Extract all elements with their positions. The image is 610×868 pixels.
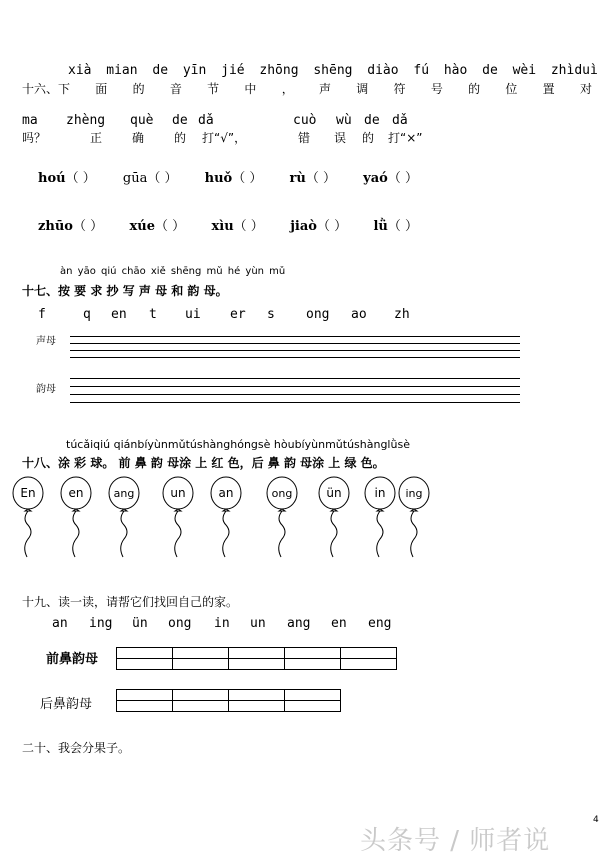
exercise-item <box>290 215 347 234</box>
pinyin: fú <box>413 63 430 78</box>
char: 打“√”， <box>202 131 247 145</box>
front-nasal-grid[interactable] <box>116 647 397 670</box>
exercise-item <box>38 215 103 234</box>
q17-title: 十七、按 要 求 抄 写 声 母 和 韵 母。 <box>22 284 228 298</box>
letter: ui <box>185 307 201 322</box>
pinyin: xìu <box>211 219 234 234</box>
char: 位 <box>505 82 518 96</box>
pinyin: yaó <box>363 171 388 186</box>
answer-blank[interactable]: （ ） <box>154 219 186 234</box>
balloon[interactable] <box>12 476 44 560</box>
balloon-label: an <box>218 486 234 500</box>
balloon-label: ong <box>271 487 293 500</box>
label-back-nasal: 后鼻韵母 <box>40 697 93 712</box>
balloon[interactable] <box>318 476 350 560</box>
balloon-shape <box>266 476 298 556</box>
char: 声 <box>318 82 331 96</box>
pinyin: wèi <box>512 63 537 78</box>
pinyin: dǎ <box>198 113 214 128</box>
pinyin: wù <box>336 113 352 128</box>
pinyin: xià <box>68 63 92 78</box>
balloon-label: En <box>20 486 36 500</box>
answer-blank[interactable]: （ ） <box>305 171 336 186</box>
yunmu-item: ong <box>168 616 192 631</box>
char: 的 <box>174 131 187 145</box>
char: 符 <box>393 82 406 96</box>
answer-blank[interactable]: （ ） <box>232 171 263 186</box>
answer-blank[interactable]: （ ） <box>72 219 104 234</box>
pinyin: diào <box>367 63 399 78</box>
exercise-item <box>123 167 178 186</box>
exercise-item <box>363 167 418 186</box>
char: 对 <box>579 82 592 96</box>
char: 正 <box>90 131 103 145</box>
yunmu-item: an <box>52 616 68 631</box>
exercise-item <box>373 215 418 234</box>
q20-title: 二十、我会分果子。 <box>22 741 131 755</box>
char: 的 <box>132 82 145 96</box>
pinyin: hào <box>443 63 468 78</box>
answer-blank[interactable]: （ ） <box>65 171 96 186</box>
char: 的 <box>362 131 375 145</box>
pinyin: yīn <box>182 63 207 78</box>
balloon-shape <box>210 476 242 556</box>
pinyin: ma <box>22 113 38 128</box>
answer-blank[interactable]: （ ） <box>387 219 418 234</box>
balloon-shape <box>108 476 140 556</box>
yunmu-item: ün <box>132 616 148 631</box>
char: 调 <box>356 82 369 96</box>
pinyin: zhèng <box>66 113 106 128</box>
q16-exercise-row-2 <box>38 215 418 234</box>
q18-pinyin: túcǎiqiú qiánbíyùnmǔtúshànghóngsè hòubíyùnmǔtúshànglǜsè <box>66 438 410 451</box>
pinyin: mian <box>106 63 138 78</box>
exercise-item <box>290 167 336 186</box>
yunmu-writing-lines[interactable] <box>70 378 520 403</box>
q19-items <box>52 616 412 632</box>
char: 面 <box>95 82 108 96</box>
question-number: 十六、下 <box>22 82 71 96</box>
q17-letters <box>38 307 418 323</box>
pinyin: xúe <box>129 219 155 234</box>
char: 误 <box>334 131 347 145</box>
pinyin: zhìduì <box>550 63 598 78</box>
balloon[interactable] <box>60 476 92 560</box>
answer-blank[interactable]: （ ） <box>387 171 418 186</box>
balloon[interactable] <box>162 476 194 560</box>
balloon-label: ün <box>326 486 342 500</box>
yunmu-item: eng <box>368 616 392 631</box>
char: 打“×” <box>388 131 423 145</box>
q16-pinyin-line <box>68 63 598 78</box>
balloon-label: ing <box>405 487 423 500</box>
pinyin: gūa <box>122 171 148 186</box>
yunmu-item: ing <box>89 616 113 631</box>
letter: s <box>267 307 275 322</box>
label-shengmu: 声母 <box>36 336 56 347</box>
balloon-shape <box>398 476 430 556</box>
balloon-shape <box>12 476 44 556</box>
pinyin: de <box>364 113 380 128</box>
pinyin: de <box>172 113 188 128</box>
balloon-label: ang <box>113 487 135 500</box>
balloon[interactable] <box>398 476 430 560</box>
exercise-item <box>205 167 263 186</box>
watermark: 头条号 / 师者说 <box>360 826 551 856</box>
balloon-shape <box>60 476 92 556</box>
label-front-nasal: 前鼻韵母 <box>46 652 99 667</box>
char: 音 <box>169 82 182 96</box>
char: 节 <box>207 82 220 96</box>
exercise-item <box>38 167 96 186</box>
char: 确 <box>132 131 145 145</box>
pinyin: jié <box>221 63 245 78</box>
pinyin: hoú <box>38 171 66 186</box>
yunmu-item: in <box>214 616 230 631</box>
letter: zh <box>394 307 410 322</box>
balloon-label: in <box>374 486 386 500</box>
balloon[interactable] <box>108 476 140 560</box>
yunmu-item: en <box>331 616 347 631</box>
letter: er <box>230 307 246 322</box>
balloon[interactable] <box>266 476 298 560</box>
answer-blank[interactable]: （ ） <box>316 219 348 234</box>
pinyin: dǎ <box>392 113 408 128</box>
letter: q <box>83 307 91 322</box>
answer-blank[interactable]: （ ） <box>147 171 178 186</box>
char: 号 <box>430 82 443 96</box>
char: 中 <box>244 82 257 96</box>
letter: en <box>111 307 127 322</box>
pinyin: de <box>482 63 498 78</box>
balloon[interactable] <box>210 476 242 560</box>
answer-blank[interactable]: （ ） <box>233 219 264 234</box>
pinyin: zhūo <box>38 219 73 234</box>
char: 的 <box>468 82 481 96</box>
yunmu-item: un <box>250 616 266 631</box>
pinyin: jiaò <box>290 219 317 234</box>
char: 置 <box>542 82 555 96</box>
q16-chars-line <box>22 80 592 97</box>
q19-title: 十九、读一读，请帮它们找回自己的家。 <box>22 595 239 609</box>
pinyin: huǒ <box>204 171 233 186</box>
char: 吗？ <box>22 131 47 145</box>
balloon-shape <box>162 476 194 556</box>
q17-pinyin: àn yāo qiú chāo xiě shēng mǔ hé yùn mǔ <box>60 266 286 277</box>
letter: ong <box>306 307 330 322</box>
pinyin: de <box>152 63 169 78</box>
q16-exercise-row-1 <box>38 167 418 186</box>
pinyin: zhōng <box>259 63 299 78</box>
balloon-label: un <box>170 486 186 500</box>
q18-title: 十八、涂 彩 球。 前 鼻 韵 母涂 上 红 色，后 鼻 韵 母涂 上 绿 色。 <box>22 456 385 470</box>
pinyin: rù <box>289 171 306 186</box>
balloon-shape <box>318 476 350 556</box>
label-yunmu: 韵母 <box>36 384 56 395</box>
char: 错 <box>298 131 311 145</box>
pinyin: lǜ <box>373 219 388 234</box>
page-number: 4 <box>593 815 599 825</box>
exercise-item <box>212 215 264 234</box>
exercise-item <box>130 215 186 234</box>
pinyin: què <box>130 113 154 128</box>
yunmu-item: ang <box>287 616 311 631</box>
char: ， <box>281 82 294 96</box>
letter: t <box>149 307 157 322</box>
balloon-label: en <box>68 486 84 500</box>
balloon-shape <box>364 476 396 556</box>
pinyin: cuò <box>293 113 317 128</box>
pinyin: shēng <box>313 63 353 78</box>
letter: ao <box>351 307 367 322</box>
shengmu-writing-lines[interactable] <box>70 336 520 358</box>
balloon[interactable] <box>364 476 396 560</box>
letter: f <box>38 307 46 322</box>
back-nasal-grid[interactable] <box>116 689 341 712</box>
